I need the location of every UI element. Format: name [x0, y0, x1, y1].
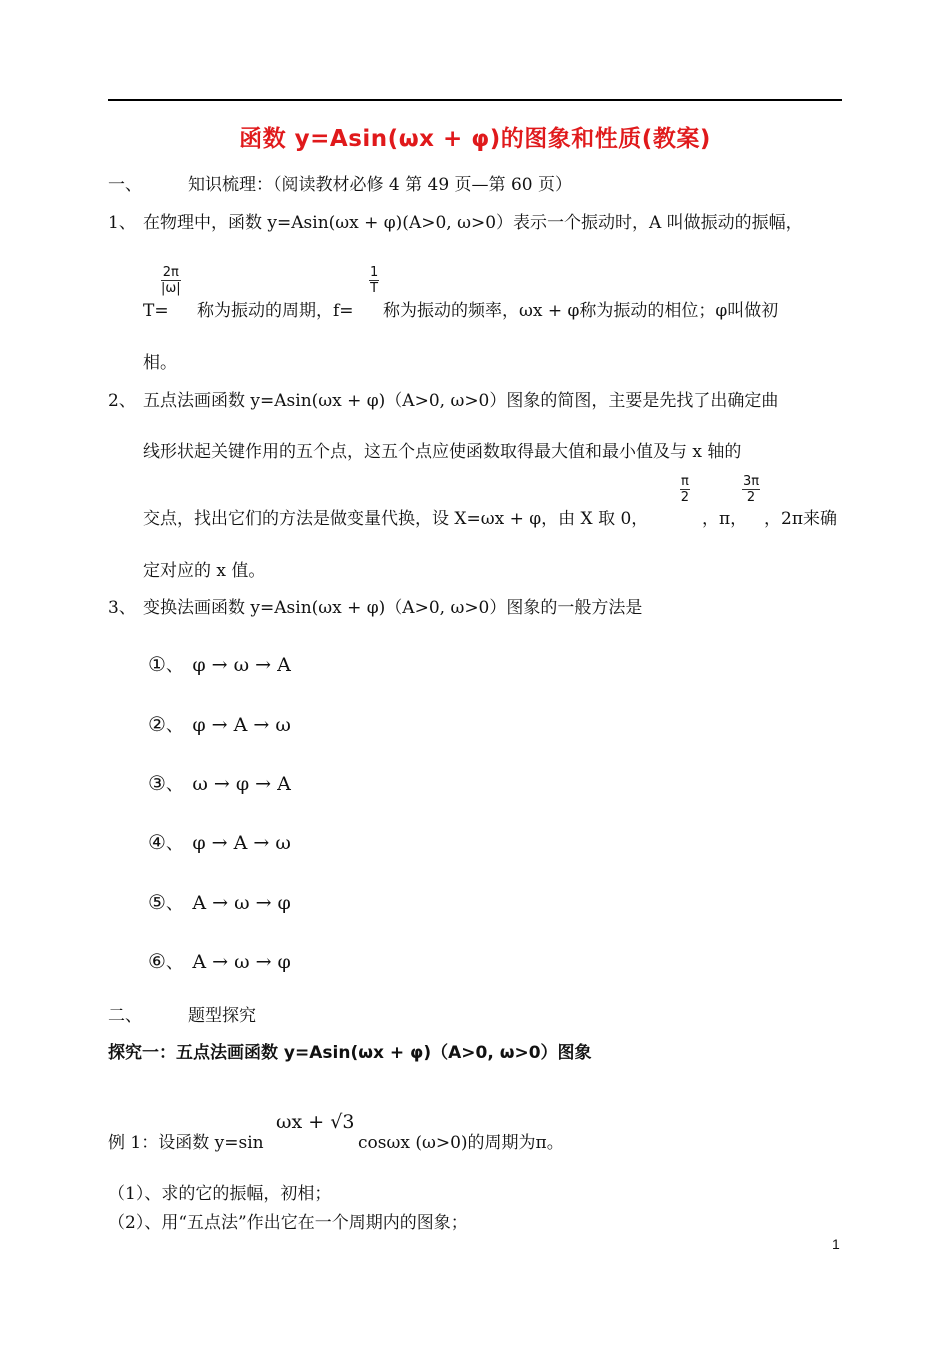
example-1-upper-expression: ωx + √3: [276, 1111, 355, 1133]
three-half-pi-denominator: 2: [746, 490, 756, 505]
section-1-number: 一、: [108, 175, 142, 195]
explore-1-heading: 探究一：五点法画函数 y=Asin(ωx + φ)（A>0, ω>0）图象: [108, 1043, 592, 1063]
half-pi-fraction: [680, 474, 690, 505]
frequency-denominator: T: [370, 281, 379, 296]
document-title: 函数 y=Asin(ωx + φ)的图象和性质(教案): [239, 126, 711, 152]
step-3-separator: 、: [165, 775, 183, 795]
step-4-marker: ④: [148, 830, 166, 854]
question-1: （1）、求的它的振幅，初相；: [108, 1184, 332, 1204]
item-2-line-3-mid: ，π，: [702, 509, 748, 529]
item-2-line-3-post: ，2π来确: [764, 509, 837, 529]
step-1-separator: 、: [165, 656, 183, 676]
step-4-separator: 、: [165, 834, 183, 854]
step-5-sequence: A → ω → φ: [192, 892, 291, 914]
step-2-sequence: φ → A → ω: [192, 714, 291, 736]
step-6-sequence: A → ω → φ: [192, 951, 291, 973]
page-number: 1: [832, 1236, 840, 1252]
step-3-sequence: ω → φ → A: [192, 773, 291, 795]
item-1-line-2-post: 称为振动的频率，ωx + φ称为振动的相位；φ叫做初: [383, 301, 779, 321]
section-1-heading: 知识梳理：（阅读教材必修 4 第 49 页—第 60 页）: [188, 175, 573, 195]
item-1-line-1: 在物理中，函数 y=Asin(ωx + φ)(A>0, ω>0）表示一个振动时，A 叫做振动的振幅，: [143, 213, 803, 233]
step-2-marker: ②: [148, 712, 166, 736]
item-2-line-4: 定对应的 x 值。: [143, 561, 266, 581]
step-1-sequence: φ → ω → A: [192, 654, 291, 676]
item-1-line-2-mid: 称为振动的周期，f=: [197, 301, 354, 321]
step-6-marker: ⑥: [148, 949, 166, 973]
half-pi-numerator: π: [681, 474, 689, 489]
frequency-numerator: 1: [370, 265, 379, 280]
three-half-pi-fraction: [742, 474, 760, 505]
frequency-fraction: [369, 265, 379, 296]
item-3-line-1: 变换法画函数 y=Asin(ωx + φ)（A>0, ω>0）图象的一般方法是: [143, 598, 643, 618]
step-4-sequence: φ → A → ω: [192, 832, 291, 854]
step-5-separator: 、: [165, 894, 183, 914]
period-fraction: [161, 265, 181, 296]
item-2-line-1: 五点法画函数 y=Asin(ωx + φ)（A>0, ω>0）图象的简图，主要是先找了出确定曲: [143, 391, 779, 411]
example-1-text: 例 1：设函数 y=sin: [108, 1133, 264, 1153]
item-1-t-label: T=: [143, 301, 169, 321]
item-2-line-3-pre: 交点，找出它们的方法是做变量代换，设 X=ωx + φ，由 X 取 0，: [143, 509, 649, 529]
half-pi-denominator: 2: [680, 490, 690, 505]
section-2-heading: 题型探究: [188, 1006, 256, 1026]
step-3-marker: ③: [148, 771, 166, 795]
step-3: [148, 772, 291, 796]
step-6: [148, 950, 291, 974]
item-1-line-3: 相。: [143, 353, 177, 373]
step-5-marker: ⑤: [148, 890, 166, 914]
period-numerator: 2π: [162, 265, 179, 280]
step-1: [148, 653, 291, 677]
item-2-number: 2、: [108, 391, 136, 411]
section-2-number: 二、: [108, 1006, 142, 1026]
step-2-separator: 、: [165, 716, 183, 736]
item-2-line-2: 线形状起关键作用的五个点，这五个点应使函数取得最大值和最小值及与 x 轴的: [143, 442, 742, 462]
step-2: [148, 713, 291, 737]
step-5: [148, 891, 291, 915]
example-1-text-post: cosωx (ω>0)的周期为π。: [358, 1133, 564, 1153]
period-denominator: |ω|: [161, 281, 181, 296]
item-3-number: 3、: [108, 598, 136, 618]
item-1-number: 1、: [108, 213, 136, 233]
step-6-separator: 、: [165, 953, 183, 973]
step-4: [148, 831, 291, 855]
step-1-marker: ①: [148, 652, 166, 676]
three-half-pi-numerator: 3π: [743, 474, 760, 489]
question-2: （2）、用“五点法”作出它在一个周期内的图象；: [108, 1213, 468, 1233]
header-rule: [108, 99, 842, 101]
